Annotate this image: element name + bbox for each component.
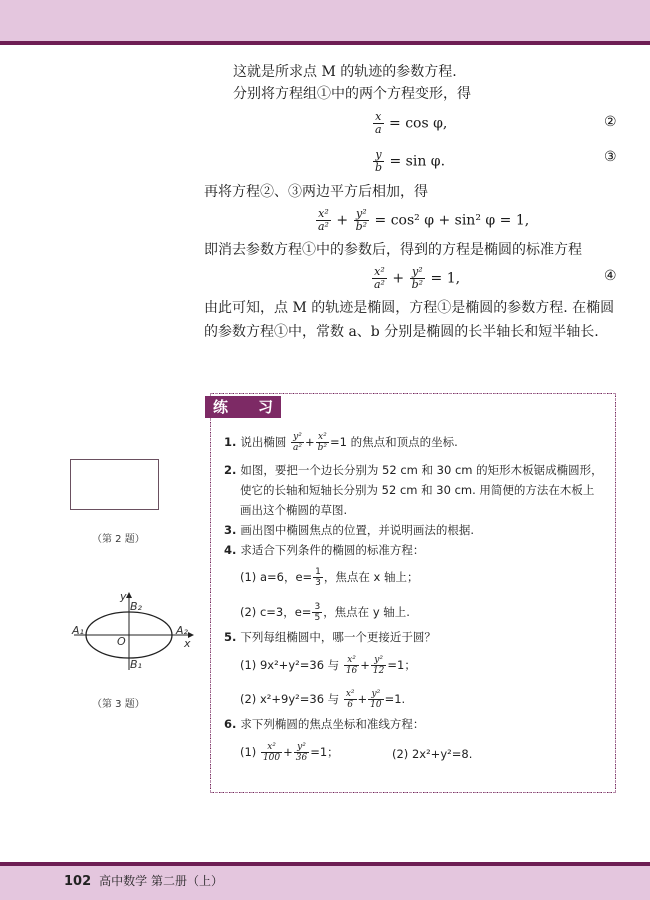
- body-line-1: 这就是所求点 M 的轨迹的参数方程.: [233, 64, 457, 80]
- label-x-axis: x: [184, 637, 191, 650]
- exercise-box: [210, 393, 616, 793]
- equation-tag-3: ③: [604, 149, 617, 165]
- body-line-2: 分别将方程组①中的两个方程变形，得: [233, 86, 471, 102]
- equation-3: $\frac{y}{b}$ = sin φ.: [375, 148, 446, 174]
- exercise-item-4-sub-1: (1) a=6，e= $\frac{1}{3}$ ，焦点在 x 轴上；: [240, 567, 419, 588]
- exercise-item-6-sub-2: (2) 2x²+y²=8.: [392, 747, 473, 761]
- body-line-6: 的参数方程①中，常数 a、b 分别是椭圆的长半轴长和短半轴长.: [204, 324, 599, 340]
- exercise-item-2: 2. 如图，要把一个边长分别为 52 cm 和 30 cm 的矩形木板锯成椭圆形，: [224, 463, 603, 477]
- body-line-4: 即消去参数方程①中的参数后，得到的方程是椭圆的标准方程: [204, 242, 582, 258]
- page-footer: [64, 872, 223, 889]
- exercise-item-5-sub-2: (2) x²+9y²=36 与 $\frac{\text{x²}}{6}$ + $\frac{\text{y²}}{10}$ =1.: [240, 689, 406, 710]
- exercise-label: 练 习: [205, 396, 281, 418]
- label-b1: B₁: [130, 658, 142, 671]
- exercise-item-3: 3. 画出图中椭圆焦点的位置，并说明画法的根据.: [224, 523, 475, 537]
- label-a1: A₁: [72, 624, 84, 637]
- exercise-item-5: 5. 下列每组椭圆中，哪一个更接近于圆？: [224, 630, 436, 644]
- exercise-item-1: 1. 说出椭圆 $\frac{\text{y²}}{\text{a²}}$ + $\frac{\text{x²}}{\text{b²}}$ =1 的焦点和顶点的坐标.: [224, 432, 458, 453]
- body-line-5: 由此可知，点 M 的轨迹是椭圆，方程①是椭圆的参数方程. 在椭圆: [204, 300, 615, 316]
- equation-sum: $\frac{\text{x²}}{\text{a²}}$ + $\frac{\text{y²}}{\text{b²}}$ = cos² φ + sin² φ = 1,: [318, 207, 530, 233]
- figure-2-caption: （第 2 题）: [92, 534, 145, 545]
- label-a2: A₂: [176, 624, 188, 637]
- exercise-item-6: 6. 求下列椭圆的焦点坐标和准线方程：: [224, 717, 425, 731]
- header-rule: [0, 41, 650, 45]
- exercise-item-4-sub-2: (2) c=3，e= $\frac{3}{5}$ ，焦点在 y 轴上.: [240, 602, 410, 623]
- equation-4: $\frac{\text{x²}}{\text{a²}}$ + $\frac{\text{y²}}{\text{b²}}$ = 1,: [374, 265, 461, 291]
- exercise-item-6-sub-1: (1) $\frac{\text{x²}}{100}$ + $\frac{\text{y²}}{36}$ =1；: [240, 742, 339, 763]
- exercise-item-2-line-3: 画出这个椭圆的草图.: [240, 503, 348, 517]
- figure-3-caption: （第 3 题）: [92, 699, 145, 710]
- exercise-item-5-sub-1: (1) 9x²+y²=36 与 $\frac{\text{x²}}{16}$ + $\frac{\text{y²}}{12}$ =1；: [240, 655, 416, 676]
- label-y-axis: y: [120, 590, 127, 603]
- label-origin: O: [117, 635, 126, 648]
- header-band: [0, 0, 650, 41]
- equation-tag-2: ②: [604, 114, 617, 130]
- equation-tag-4: ④: [604, 268, 617, 284]
- exercise-item-2-line-2: 使它的长轴和短轴长分别为 52 cm 和 30 cm. 用简便的方法在木板上: [240, 483, 595, 497]
- exercise-item-4: 4. 求适合下列条件的椭圆的标准方程：: [224, 543, 425, 557]
- book-title: 高中数学 第二册（上）: [99, 874, 223, 888]
- page-number: 102: [64, 874, 92, 889]
- label-b2: B₂: [130, 600, 142, 613]
- body-line-3: 再将方程②、③两边平方后相加，得: [204, 184, 428, 200]
- equation-2: $\frac{x}{a}$ = cos φ,: [375, 110, 448, 136]
- figure-2-rectangle: [70, 459, 159, 510]
